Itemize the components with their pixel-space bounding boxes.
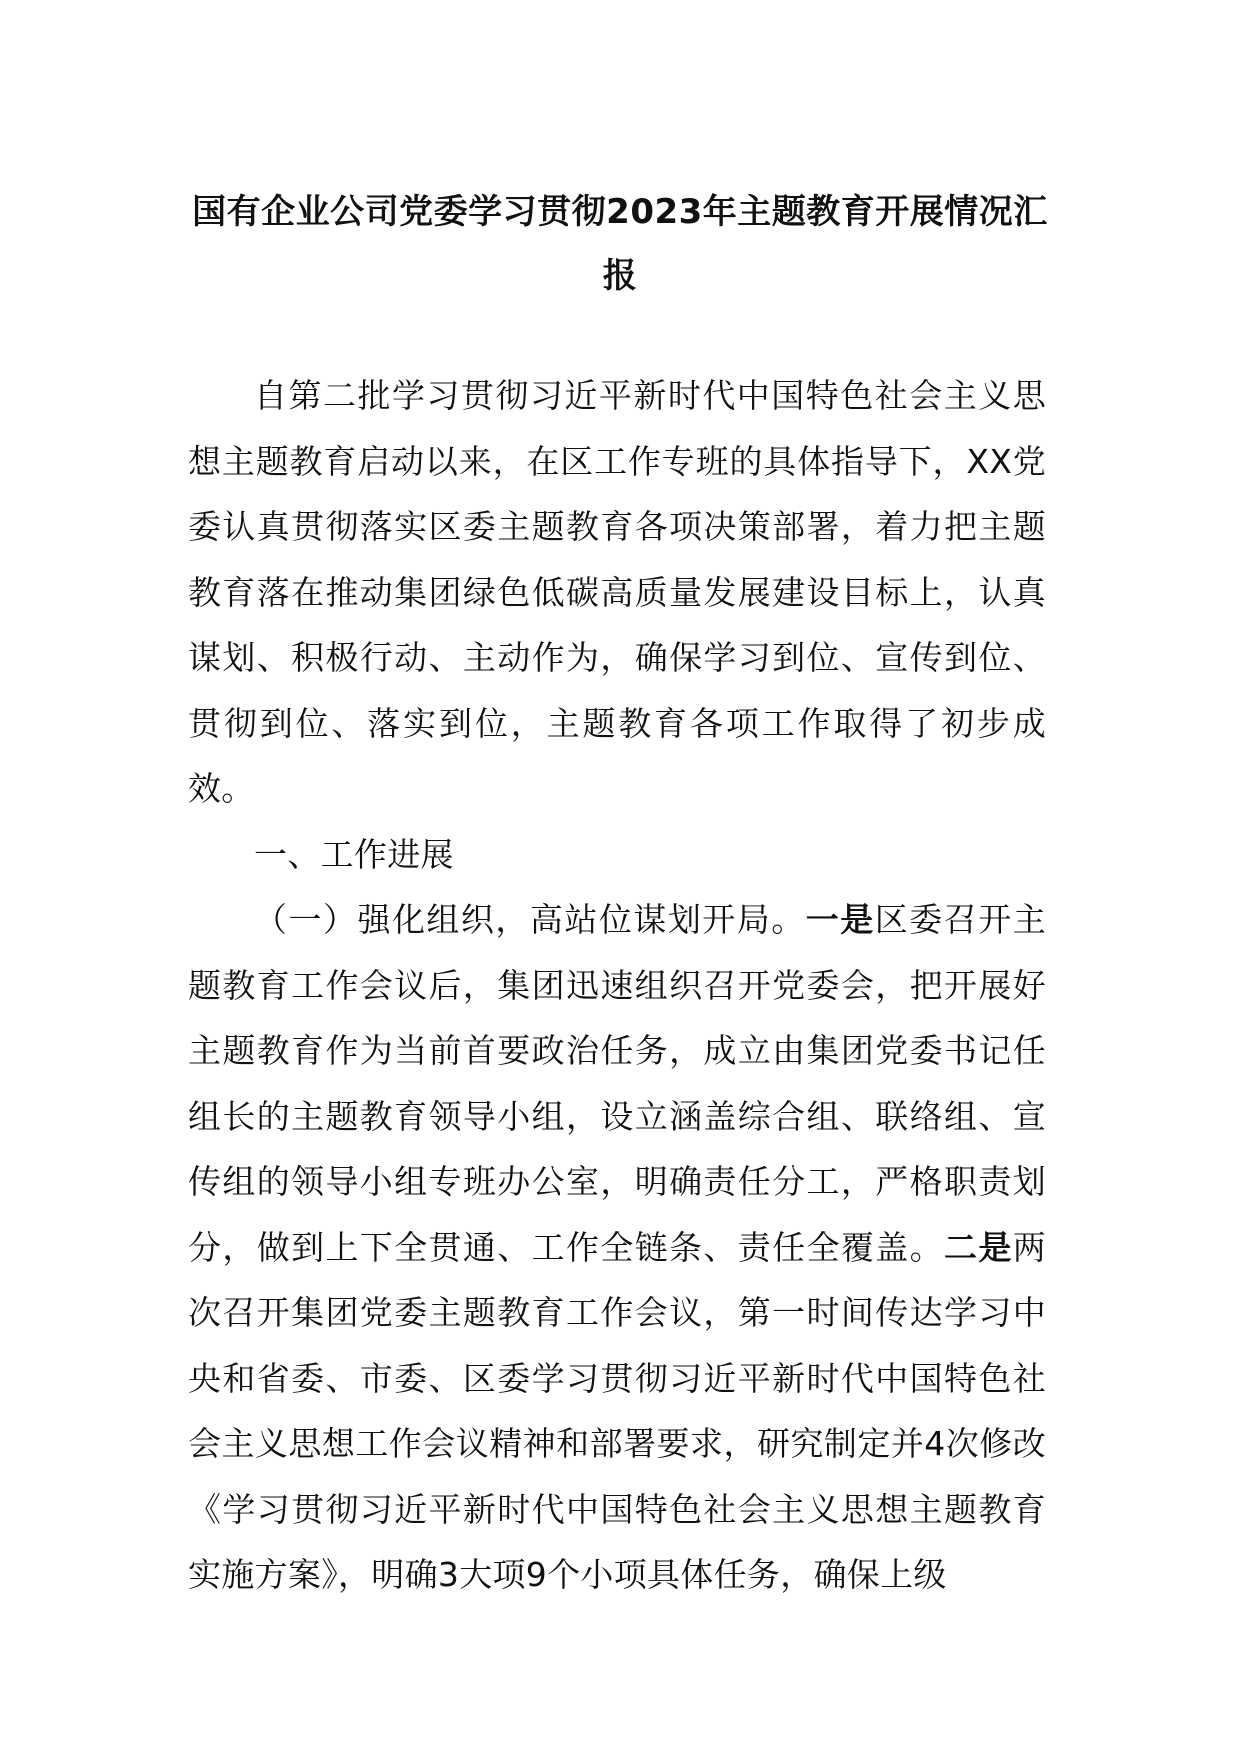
point-one-marker: 一是 [805,900,875,939]
document-title: 国有企业公司党委学习贯彻2023年主题教育开展情况汇报 [192,192,1048,296]
intro-paragraph: 自第二批学习贯彻习近平新时代中国特色社会主义思想主题教育启动以来，在区工作专班的具体指导下，XX党委认真贯彻落实区委主题教育各项决策部署，着力把主题教育落在推动集团绿色低碳高质量发展建设目标上，认真谋划、积极行动、主动作为，确保学习到位、宣传到位、贯彻到位、落实到位，主题教育各项工作取得了初步成效。 [188,376,1046,808]
subsection-heading: （一）强化组织，高站位谋划开局。 [254,900,806,939]
document-body [188,363,1046,1608]
point-two-text: 两次召开集团党委主题教育工作会议，第一时间传达学习中央和省委、市委、区委学习贯彻习近平新时代中国特色社会主义思想工作会议精神和部署要求，研究制定并4次修改《学习贯彻习近平新时代中国特色社会主义思想主题教育实施方案》，明确3大项9个小项具体任务，确保上级 [188,1227,1046,1594]
subsection-paragraph [188,887,1046,1608]
point-one-text: 区委召开主题教育工作会议后，集团迅速组织召开党委会，把开展好主题教育作为当前首要政治任务，成立由集团党委书记任组长的主题教育领导小组，设立涵盖综合组、联络组、宣传组的领导小组专班办公室，明确责任分工，严格职责划分，做到上下全贯通、工作全链条、责任全覆盖。 [188,900,1046,1267]
point-two-marker: 二是 [943,1227,1013,1267]
section-heading: 一、工作进展 [254,834,454,874]
